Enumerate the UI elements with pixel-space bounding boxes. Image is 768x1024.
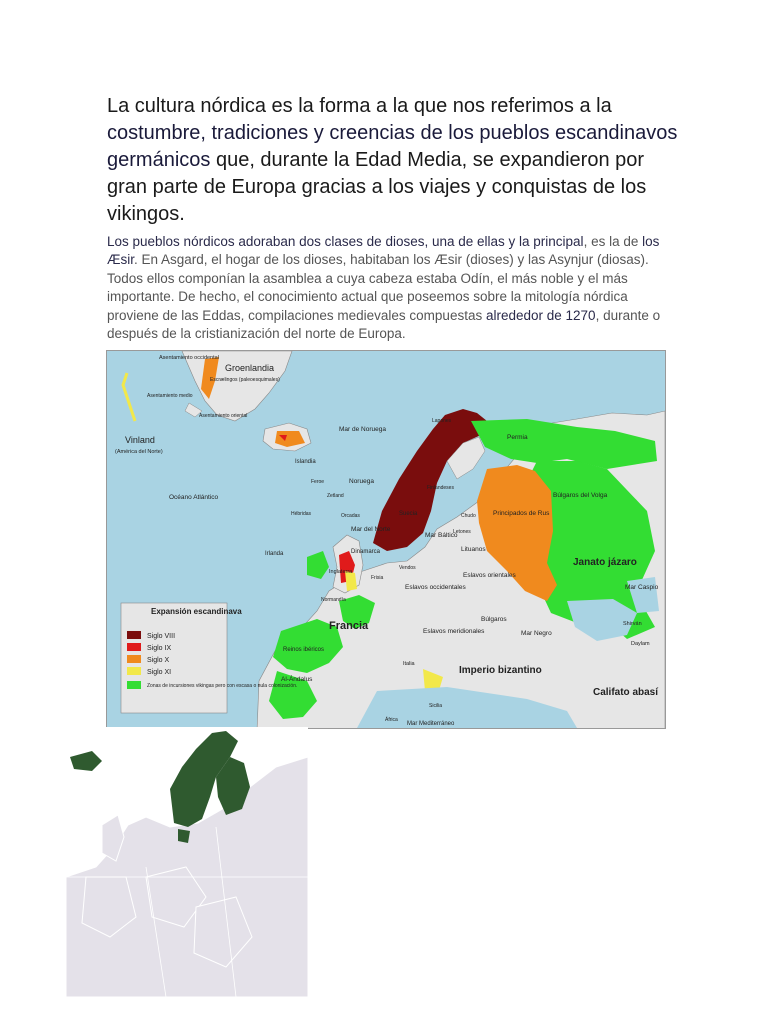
label-finlandeses: Finlandeses	[427, 485, 454, 491]
legend-label-siglo-ix: Siglo IX	[147, 645, 172, 652]
label-eslavos-orientales: Eslavos orientales	[463, 572, 516, 579]
label-inglaterra: Inglaterra	[329, 569, 353, 575]
label-chudo: Chudo	[461, 513, 476, 519]
label-eslavos-meridionales: Eslavos meridionales	[423, 628, 485, 635]
legend-label-siglo-xi: Siglo XI	[147, 669, 172, 676]
label-janato: Janato jázaro	[573, 557, 637, 568]
label-bulgaros-volga: Búlgaros del Volga	[553, 492, 608, 499]
label-dinamarca: Dinamarca	[351, 549, 381, 555]
paragraph-text-2: . En Asgard, el hogar de los dioses, habitaban los Æsir (dioses) y las Asynjur (diosas). Todos ellos componían la asamblea a cuya cabeza estaba Odín, el más noble y el más importante. De hecho, el conocimiento actual que poseemos sobre la mitología nórdica proviene de las Eddas, compilaciones medievales compuestas	[107, 252, 649, 323]
paragraph-text-3: , durante o después de la cristianización del norte de Europa.	[107, 307, 661, 342]
viking-expansion-map	[106, 350, 666, 729]
legend-label-siglo-viii: Siglo VIII	[147, 633, 176, 640]
label-normandia: Normandía	[321, 597, 346, 603]
label-al-andalus: Al-Ándalus	[281, 676, 313, 683]
label-frisia: Frisia	[371, 575, 384, 581]
label-italia: Italia	[403, 661, 415, 667]
legend-title: Expansión escandinava	[151, 607, 242, 616]
label-lapones: Lapones	[432, 418, 452, 424]
label-shirvan: Shirván	[623, 621, 642, 627]
label-daylam: Daylam	[631, 641, 650, 647]
label-mar-norte: Mar del Norte	[351, 526, 391, 533]
label-permia: Permia	[507, 434, 528, 441]
label-letones: Letones	[453, 529, 471, 535]
label-america: (América del Norte)	[115, 449, 163, 455]
label-imperio-bizantino: Imperio bizantino	[459, 665, 542, 676]
legend-swatch-siglo-viii	[127, 631, 141, 639]
label-africa: África	[385, 717, 398, 723]
label-asentamiento-medio: Asentamiento medio	[147, 393, 193, 399]
scandinavia-europe-map	[66, 727, 308, 997]
label-irlanda: Irlanda	[265, 551, 284, 557]
paragraph-text-1: , es la de	[583, 234, 643, 249]
heading-text-2: que, durante la Edad Media, se expandieron por gran parte de Europa gracias a los viajes y conquistas de los vikingos.	[107, 149, 647, 225]
label-bulgaros: Búlgaros	[481, 616, 507, 623]
label-francia: Francia	[329, 620, 369, 632]
legend-swatch-siglo-xi	[127, 667, 141, 675]
label-reinos-ibericos: Reinos ibéricos	[283, 647, 325, 653]
label-vinland: Vinland	[125, 435, 155, 445]
paragraph-link-aesir[interactable]: los Æsir	[107, 234, 660, 268]
label-hebridas: Hébridas	[291, 511, 312, 517]
label-oceano: Océano Atlántico	[169, 494, 219, 501]
label-asentamiento-oriental: Asentamiento oriental	[199, 413, 248, 419]
label-mar-caspio: Mar Caspio	[625, 584, 659, 591]
label-sicilia: Sicilia	[429, 703, 443, 709]
paragraph-link-gods[interactable]: Los pueblos nórdicos adoraban dos clases de dioses, una de ellas y la principal	[107, 234, 584, 249]
label-groenlandia: Groenlandia	[225, 363, 275, 373]
label-zetland: Zetland	[327, 493, 344, 499]
label-escralingos: Escrælingos (paleoesquimales)	[210, 377, 280, 383]
legend-swatch-incursiones	[127, 681, 141, 689]
label-feroe: Feroe	[311, 479, 325, 485]
label-principados-rus: Principados de Rus	[493, 510, 550, 517]
legend-swatch-siglo-x	[127, 655, 141, 663]
denmark-highlight	[178, 829, 190, 843]
label-noruega: Noruega	[349, 478, 374, 485]
legend-label-siglo-x: Siglo X	[147, 657, 170, 664]
legend-swatch-siglo-ix	[127, 643, 141, 651]
legend-label-incursiones: Zonas de incursiones vikingas pero con escasa o nula colonización.	[147, 683, 298, 689]
heading	[107, 93, 687, 228]
heading-text-1: La cultura nórdica es la forma a la que nos referimos a la	[107, 95, 612, 117]
label-suecia: Suecia	[399, 511, 418, 517]
label-islandia: Islandia	[295, 459, 316, 465]
label-mar-noruega: Mar de Noruega	[339, 426, 386, 433]
label-mar-baltico: Mar Báltico	[425, 532, 458, 539]
label-mar-negro: Mar Negro	[521, 630, 552, 637]
paragraph-link-1270[interactable]: alrededor de 1270	[485, 307, 596, 323]
heading-link[interactable]: costumbre, tradiciones y creencias de los pueblos escandinavos germánicos	[107, 122, 678, 171]
label-vendos: Vendos	[399, 565, 416, 571]
label-orcadas: Orcadas	[341, 513, 360, 519]
label-asentamiento-occidental: Asentamiento occidental	[159, 355, 219, 361]
label-califato: Califato abasí	[593, 687, 659, 698]
label-mar-mediterraneo: Mar Mediterráneo	[407, 721, 455, 727]
label-eslavos-occidentales: Eslavos occidentales	[405, 584, 466, 591]
label-lituanos: Lituanos	[461, 546, 486, 553]
body-paragraph	[107, 233, 667, 343]
